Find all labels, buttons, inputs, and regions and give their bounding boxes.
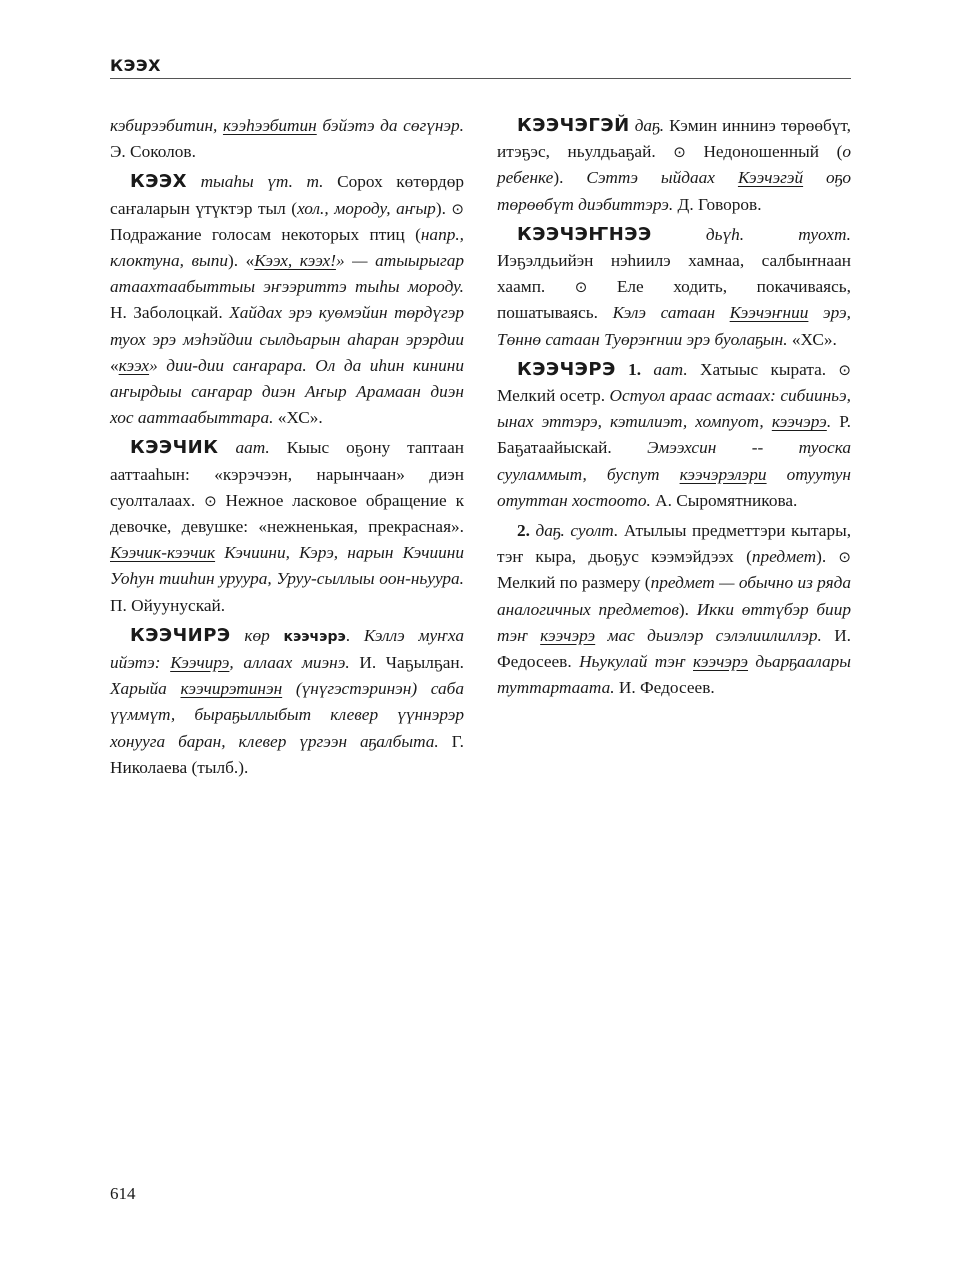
translation-gloss: напр., клоктуна, выпи [110, 224, 464, 271]
grammar-label: тыаһы үт. т. [200, 172, 324, 192]
example-text: Хайдах эрэ куөмэйин төрдүгэр туох эрэ мэһэйдии сылдьарын аһаран эрэрдии [110, 303, 464, 349]
entry-keechegei [497, 113, 851, 218]
headword: КЭЭХ [130, 171, 188, 193]
example-text: дьарҕаалары туттартаата. [497, 652, 851, 698]
example-headword: кээчэрэ [540, 625, 596, 645]
example-text: Эмээхсин -- туоска сууламмыт, буспут [497, 438, 851, 484]
source-citation: Э. Соколов. [110, 142, 196, 162]
example-text: Икки өттүбэр биир тэҥ [497, 599, 851, 645]
punct: ). [816, 547, 827, 567]
source-citation: А. Сыромятникова. [655, 490, 798, 510]
gloss: хол., мороду, аҥыр [297, 198, 436, 218]
page-number: 614 [110, 1184, 136, 1203]
headword: КЭЭЧЭРЭ [517, 358, 616, 380]
grammar-label: көр [244, 625, 270, 645]
entry-keechik [110, 435, 464, 618]
translation: Подражание голосам некоторых птиц ( [110, 224, 421, 244]
example-text: кэбирээбитин, [110, 116, 218, 135]
sense-number: 2. [517, 521, 530, 541]
example-text: Кэчиини, Кэрэ, нарын Кэчиини Уоһун тииһин уруура, Уруу-сыллыы оон-ньуура. [110, 543, 464, 589]
example-headword: кээһээбитин [222, 116, 317, 135]
punct: . [345, 625, 351, 645]
example-headword: кээчэрэ [771, 412, 827, 432]
gloss: предмет [751, 547, 817, 567]
left-column [110, 113, 464, 781]
headword: КЭЭЧЭГЭЙ [517, 115, 630, 136]
headword: КЭЭЧЭҤНЭЭ [517, 223, 652, 245]
grammar-label: даҕ. [634, 116, 665, 135]
header-rule [110, 78, 851, 79]
translation-marker-icon: ⊙ [838, 548, 851, 567]
source-citation: Н. Заболоцкай. [110, 303, 223, 323]
source-citation: П. Ойуунускай. [110, 595, 226, 615]
definition: Сорох көтөрдөр саҥаларын үтүктэр тыл ( [110, 172, 465, 218]
example-text: » — атыырыгар атаахтаабыттыы эҥээриттэ тыһы мороду. [110, 251, 464, 297]
example-headword: кээх [118, 355, 150, 375]
entry-keekh [110, 169, 464, 431]
quote-mark: « [245, 251, 255, 271]
translation-marker-icon: ⊙ [673, 143, 686, 162]
example-text: Ол да иһин кинини аҥырдыы саҥарар диэн Аҥыр Арамаан диэн хос ааттаабыттара. [110, 355, 464, 428]
source-citation: И. Чаҕылҕан. [359, 653, 464, 673]
grammar-label: аат. [653, 359, 688, 379]
punct: ). [678, 599, 689, 619]
translation: Мелкий по размеру ( [497, 573, 651, 593]
translation: Еле ходить, покачиваясь, пошатываясь. [497, 277, 851, 323]
example-text: мас дьиэлэр сэлэлиилиллэр. [607, 625, 822, 645]
headword: КЭЭЧИРЭ [130, 624, 231, 646]
grammar-label: дьүһ. туохт. [705, 224, 851, 244]
translation: Мелкий осетр. [497, 386, 606, 406]
entry-keechenghnee [497, 222, 851, 353]
source-citation: Г. Николаева (тылб.). [110, 731, 465, 777]
translation-marker-icon: ⊙ [838, 360, 851, 379]
translation-marker-icon: ⊙ [204, 491, 217, 510]
source-citation: И. Федосеев. [618, 678, 715, 698]
example-text: Кэлэ сатаан [612, 303, 716, 323]
translation-gloss: предмет — обычно из ряда аналогичных предметов [497, 573, 851, 619]
example-headword: Кээчэҥнии [729, 303, 809, 323]
source-citation: «ХС». [277, 408, 323, 428]
headword: КЭЭЧИК [130, 437, 219, 459]
running-head: КЭЭХ [110, 56, 161, 75]
example-headword: кээчэрэ [693, 652, 749, 672]
example-text: , аллаах миэнэ. [229, 653, 350, 673]
translation-marker-icon: ⊙ [574, 278, 588, 297]
entry-keechere-sense-2 [497, 518, 851, 701]
definition: Атылыы предметтэри кытары, тэҥ кыра, дьоҕус кээмэйдээх ( [497, 521, 852, 567]
entry-keechire [110, 623, 464, 781]
entry-keechere [497, 357, 851, 514]
example-headword: Кээх, кээх! [254, 251, 336, 271]
right-column [497, 113, 851, 701]
punct: ). [227, 251, 239, 271]
example-headword: Кээчэгэй [737, 168, 804, 188]
example-text: Остуол араас астаах: сибииньэ, ынах эттэрэ, кэтилиэт, хомпуот, [497, 386, 851, 432]
source-citation: Д. Говоров. [677, 194, 762, 214]
source-citation: Р. Баҕатаайыскай. [497, 412, 851, 458]
example-headword: Кээчик-кээчик [110, 543, 216, 563]
punct: ). [435, 198, 446, 218]
translation: Недоношенный ( [703, 142, 843, 162]
source-citation: «ХС». [791, 329, 837, 349]
punct: ). [553, 168, 564, 188]
translation-gloss: о ребенке [497, 142, 851, 188]
definition: Иэҕэлдьийэн нэһиилэ хамнаа, салбыҥнаан хаамп. [497, 251, 851, 297]
example-text: оҕо төрөөбүт диэбиттэрэ. [497, 168, 852, 214]
example-text: » дии-дии саҥарара. [149, 355, 307, 375]
example-text: Сэттэ ыйдаах [586, 168, 715, 188]
grammar-label: даҕ. суолт. [535, 521, 619, 541]
sense-number: 1. [628, 359, 642, 379]
definition: Кыыс оҕону таптаан ааттааһын: «кэрэчээн, нарынчаан» диэн суолталаах. [110, 438, 464, 510]
grammar-label: аат. [235, 438, 270, 458]
example-text: Харыйа [110, 679, 167, 699]
source-citation: И. Федосеев. [497, 625, 852, 672]
translation-marker-icon: ⊙ [451, 199, 464, 218]
quote-mark: « [110, 355, 119, 375]
example-headword: Кээчирэ [170, 653, 230, 673]
example-text: бэйэтэ да сөгүнэр. [322, 116, 464, 135]
example-text: . [826, 412, 832, 432]
example-text: Ньукулай тэҥ [579, 652, 686, 672]
definition: Хатыыс кырата. [700, 359, 827, 379]
translation: Нежное ласковое обращение к девочке, девушке: «нежненькая, прекрасная». [110, 490, 464, 537]
example-text: отуутун отуттан хостоото. [497, 464, 851, 510]
example-text: эрэ, Төннө сатаан Туөрэҥнии эрэ буолаҕын. [497, 303, 851, 349]
example-text: Кэллэ муҥха ийэтэ: [110, 625, 464, 673]
example-headword: кээчэрэлэри [679, 464, 767, 484]
example-text: (үнүгэстэринэн) саба үүммүт, быраҕыллыбыт клевер үүннэрэр хонууга баран, клевер үргээн аҕалбыта. [110, 679, 464, 751]
entry-continuation [110, 113, 464, 165]
example-headword: кээчирэтинэн [180, 679, 283, 699]
cross-reference: кээчэрэ [283, 628, 346, 645]
definition: Кэмин иннинэ төрөөбүт, итэҕэс, ньулдьаҕай. [497, 116, 851, 162]
